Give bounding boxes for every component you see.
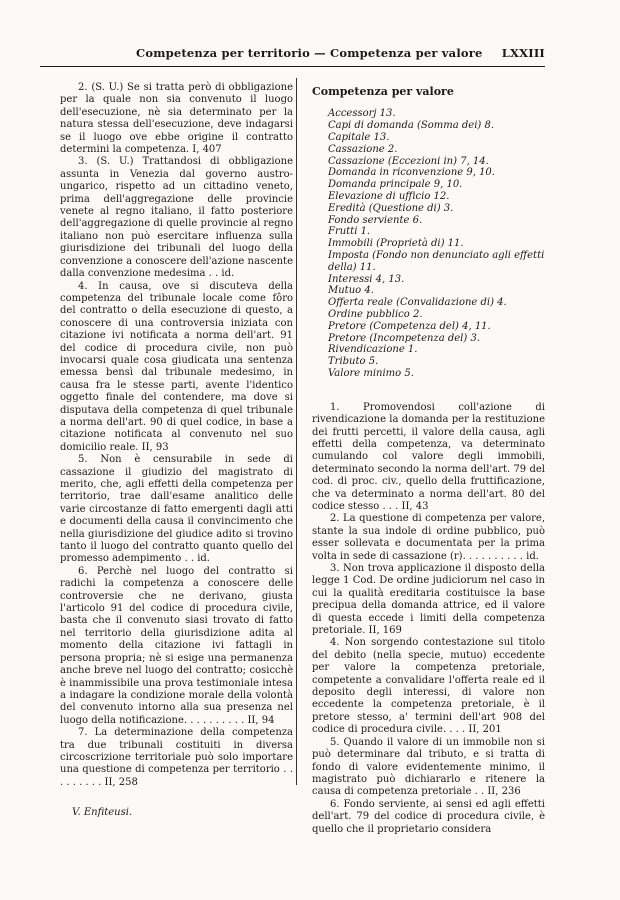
valore-paragraph-1: 1. Promovendosi coll'azione di rivendicazione la domanda per la restituzione dei frutti percetti, il valore della causa, agli effetti della competenza, va determinato cumulando col valore degli immobili, determinato secondo la norma dell'art. 79 del cod. di proc. civ., quello della fruttificazione, che va determinato a norma dell'art. 80 del codice stesso . . . II, 43 [312,401,545,512]
index-entry: Mutuo 4. [328,285,374,297]
index-entry: Cassazione 2. [328,143,398,155]
running-header [40,46,545,64]
index-entry: Capitale 13. [328,132,390,143]
index-entry: Eredità (Questione di) 3. [328,202,454,214]
index-entry: Domanda in riconvenzione 9, 10. [328,167,495,179]
header-title: Competenza per territorio — Competenza per valore [136,46,483,60]
valore-paragraph-5: 5. Quando il valore di un immobile non si può determinare dal tributo, e si tratta di fondo di valore evidentemente minimo, il magistrato può dichiararlo e ritenere la causa di competenza pretoriale . . II, 236 [312,736,545,798]
index-entry: Elevazione di ufficio 12. [328,190,450,202]
index-entry: Immobili (Proprietà di) 11. [328,238,464,250]
index-entry: Ordine pubblico 2. [328,308,423,320]
section-title: Competenza per valore [312,85,454,98]
valore-paragraph-6: 6. Fondo serviente, ai sensi ed agli effetti dell'art. 79 del codice di procedura civile, è quello che il proprietario considera [312,798,545,835]
valore-paragraph-4: 4. Non sorgendo contestazione sul titolo del debito (nella specie, mutuo) eccedente per valore la competenza pretoriale, competente a convalidare l'offerta reale ed il deposito degli interessi, di valore non eccedente la competenza pretoriale, è il pretore stesso, a' termini dell'art 908 del codice di procedura civile. . . . II, 201 [312,637,545,736]
paragraph-6: 6. Perchè nel luogo del contratto si radichi la competenza a conoscere delle controversie che ne derivano, giusta l'articolo 91 del codice di procedura civile, basta che il convenuto siasi trovato di fatto nel territorio della giurisdizione adita al momento della citazione ivi fattagli in persona propria; nè si esige una permanenza anche breve nel luogo del contratto; cosicchè è inammissibile una prova testimoniale intesa a indagare la condizione morale della volontà del convenuto intorno alla sua presenza nel luogo della notificazione. . . . . . . . . . II, 94 [60,565,293,726]
index-entry: Fondo serviente 6. [328,214,423,226]
index-entry: Interessi 4, 13. [328,273,405,285]
valore-paragraph-3: 3. Non trova applicazione il disposto della legge 1 Cod. De ordine judiciorum nel caso in cui la qualità ereditaria costituisce la base precipua della domanda attrice, ed il valore di questa eccede i limiti della competenza pretoriale. II, 169 [312,563,545,637]
valore-paragraph-2: 2. La questione di competenza per valore, stante la sua indole di ordine pubblico, può esser sollevata e documentata per la prima volta in sede di cassazione (r). . . . . . . . . . id. [312,513,545,562]
right-column [312,86,545,836]
index-entry: Cassazione (Eccezioni in) 7, 14. [328,155,489,167]
paragraph-3: 3. (S. U.) Trattandosi di obbligazione assunta in Venezia dal governo austro-ungarico, rispetto ad un cittadino veneto, prima dell'aggregazione delle provincie venete al regno italiano, il fatto posteriore dell'aggregazione di quelle provincie al regno italiano non può esercitare influenza sulla giurisdizione dei tribunali del luogo della convenzione a conoscere dell'azione nascente dalla convenzione medesima . . id. [60,156,293,280]
column-divider [296,78,297,785]
paragraph-2: 2. (S. U.) Se si tratta però di obbligazione per la quale non sia convenuto il luogo dell'esecuzione, nè sia determinato per la natura stessa dell'esecuzione, deve indagarsi se il luogo ove ebbe origine il contratto determini la competenza. I, 407 [60,82,293,156]
paragraph-5: 5. Non è censurabile in sede di cassazione il giudizio del magistrato di merito, che, agli effetti della competenza per territorio, trae dall'esame analitico delle varie circostanze di fatto emergenti dagli atti e documenti della causa il convincimento che nella giurisdizione del giudice adito si trovino tanto il luogo del contratto quanto quello del promesso adempimento . . id. [60,454,293,565]
index-entry: Tributo 5. [328,356,379,368]
index-entry: Capi di domanda (Somma dei) 8. [328,120,495,132]
subject-index [312,108,545,379]
index-entry: Imposta (Fondo non denunciato agli effetti della) 11. [328,249,545,273]
header-rule [40,66,545,67]
index-entry: Accessorj 13. [328,108,396,120]
index-entry: Rivendicazione 1. [328,344,418,356]
index-entry: Domanda principale 9, 10. [328,179,463,191]
index-entry: Frutti 1. [328,226,371,238]
index-entry: Pretore (Incompetenza del) 3. [328,332,480,344]
index-entry: Valore minimo 5. [328,367,414,379]
index-entry: Pretore (Competenza del) 4, 11. [328,320,491,332]
cross-reference: V. Enfiteusi. [72,807,133,819]
index-entry: Offerta reale (Convalidazione di) 4. [328,297,507,309]
paragraph-4: 4. In causa, ove si discuteva della competenza del tribunale locale come fôro del contratto o della esecuzione di questo, a conoscere di una controversia iniziata con citazione ivi notificata a norma dell'art. 91 del codice di procedura civile, non può invocarsi quale cosa giudicata una sentenza emessa bensì dal tribunale medesimo, in causa fra le stesse parti, avente l'identico oggetto finale del contendere, ma dove si disputava della competenza di quel tribunale a norma dell'art. 90 di quel codice, in base a citazione notificata al convenuto nel suo domicilio reale. II, 93 [60,280,293,453]
page-number: LXXIII [501,46,545,60]
paragraph-7: 7. La determinazione della competenza tra due tribunali costituiti in diversa circoscrizione territoriale può solo importare una questione di competenza per territorio . . . . . . . . . II, 258 [60,727,293,788]
left-column [60,82,293,820]
